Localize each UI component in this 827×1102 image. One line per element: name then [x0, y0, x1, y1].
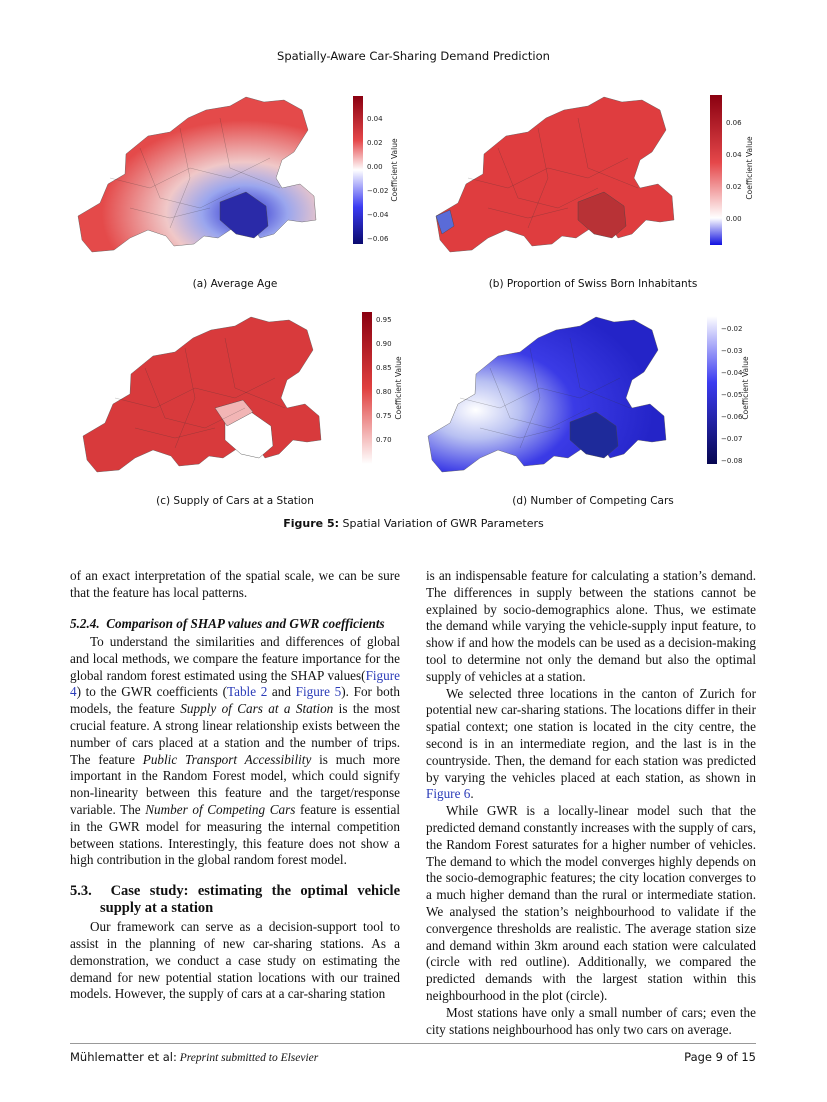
caption-a: (a) Average Age: [192, 278, 278, 290]
colorbar: [353, 96, 363, 244]
paragraph: [70, 634, 400, 869]
feature-name: Number of Competing Cars: [145, 802, 296, 818]
colorbar-tick: 0.95: [376, 316, 392, 324]
figure-caption: [0, 517, 827, 530]
text-run: To understand the similarities and differences of global and local methods, we compare the feature importance for the global random forest estimated using the SHAP values(: [70, 634, 400, 683]
colorbar-tick: 0.00: [726, 215, 742, 223]
paragraph: Most stations have only a small number of cars; even the city stations neighbourhood has only two cars on average.: [426, 1004, 756, 1037]
subsection-title: Comparison of SHAP values and GWR coefficients: [106, 615, 385, 631]
colorbar-tick: 0.00: [367, 163, 383, 171]
map-panel-b: [428, 88, 758, 263]
text-run: We selected three locations in the canton of Zurich for potential new car-sharing stations. The locations differ in their spatial context; one station is located in the city centre, the second is in an intermediate region, and the last is in the countryside. Then, the demand for each station was predicted by varying the vehicles placed at each station, as shown in: [426, 685, 756, 785]
colorbar-tick: −0.07: [721, 435, 743, 443]
switzerland-map: [83, 317, 321, 472]
left-column: [70, 568, 400, 1003]
colorbar: [707, 316, 717, 464]
text-run: ). For both models, the feature: [70, 684, 401, 717]
footer-journal: Preprint submitted to Elsevier: [179, 1052, 319, 1064]
switzerland-map: [428, 317, 666, 472]
figure-5-link[interactable]: Figure 5: [295, 684, 342, 700]
figure-caption-label: Figure 5:: [283, 517, 339, 530]
paragraph: [426, 686, 756, 804]
text-run: .: [470, 786, 474, 802]
colorbar-label: Coefficient Value: [745, 136, 754, 200]
colorbar-tick: −0.04: [721, 369, 743, 377]
colorbar-tick: 0.04: [726, 151, 742, 159]
feature-name: Public Transport Accessibility: [142, 751, 312, 767]
paragraph: Our framework can serve as a decision-support tool to assist in the planning of new car-sharing stations. As a demonstration, we conduct a case study on estimating the demand for new potential station locations with our trained models. However, the supply of cars at a car-sharing station: [70, 919, 400, 1002]
colorbar-tick: −0.02: [367, 187, 389, 195]
colorbar-label: Coefficient Value: [741, 356, 750, 420]
map-panel-a: [70, 88, 400, 263]
switzerland-map: [436, 97, 674, 252]
map-panel-d: [420, 308, 750, 483]
switzerland-map: [78, 97, 316, 252]
colorbar-label: Coefficient Value: [390, 138, 399, 202]
paragraph: of an exact interpretation of the spatial scale, we can be sure that the feature has local patterns.: [70, 568, 400, 600]
colorbar-label: Coefficient Value: [394, 356, 403, 420]
caption-c: (c) Supply of Cars at a Station: [156, 495, 314, 507]
map-panel-c: [75, 308, 405, 483]
running-title: Spatially-Aware Car-Sharing Demand Prediction: [277, 49, 550, 63]
figure-6-link[interactable]: Figure 6: [426, 786, 471, 802]
text-run: feature is essential in the GWR model for measuring the internal competition between stations. Interestingly, this feature does not show a high contribution in the global random forest model.: [70, 802, 400, 868]
colorbar-tick: 0.06: [726, 119, 742, 127]
colorbar-tick: 0.80: [376, 388, 392, 396]
colorbar-tick: −0.06: [367, 235, 389, 243]
colorbar-tick: −0.04: [367, 211, 389, 219]
colorbar-tick: 0.85: [376, 364, 392, 372]
colorbar: [362, 312, 372, 464]
colorbar-tick: 0.75: [376, 412, 392, 420]
colorbar-tick: −0.05: [721, 391, 743, 399]
colorbar-tick: −0.02: [721, 325, 743, 333]
colorbar-ticks: [376, 316, 392, 444]
table-2-link[interactable]: Table 2: [226, 684, 268, 700]
colorbar-tick: −0.06: [721, 413, 743, 421]
footer-rule: [70, 1043, 756, 1044]
text-run: and: [267, 684, 296, 700]
colorbar-tick: 0.70: [376, 436, 392, 444]
subsection-number: 5.2.4.: [70, 615, 100, 631]
subsection-heading: [70, 616, 400, 633]
figure-4-link[interactable]: Figure 4: [70, 667, 400, 700]
colorbar-ticks: [367, 115, 389, 243]
colorbar-tick: 0.02: [726, 183, 742, 191]
caption-d: (d) Number of Competing Cars: [512, 495, 674, 507]
section-heading: [70, 883, 400, 917]
text-run: ) to the GWR coefficients (: [76, 684, 227, 700]
colorbar-tick: 0.90: [376, 340, 392, 348]
caption-b: (b) Proportion of Swiss Born Inhabitants: [488, 278, 698, 290]
colorbar-ticks: [721, 325, 743, 465]
figure-caption-text: Spatial Variation of GWR Parameters: [339, 517, 544, 530]
colorbar-tick: −0.08: [721, 457, 743, 465]
paragraph: While GWR is a locally-linear model such that the predicted demand constantly increases with the supply of cars, the Random Forest saturates for a higher number of vehicles. The demand to which the model converges highly depends on the socio-demographic features; the city location converges to a much higher demand than the rural or intermediate station. We analysed the station’s neighbourhood to validate if the convergence thresholds are realistic. The average station size and demand within 3km around each station were calculated (circle with red outline). Additionally, we compared the predicted demands with the largest station within this neighbourhood in the plot (circle).: [426, 803, 756, 1003]
text-run: is much more important in the Random Forest model, which could signify non-linearity between this feature and the target/response variable. The: [70, 751, 400, 818]
colorbar: [710, 95, 722, 245]
colorbar-tick: 0.04: [367, 115, 383, 123]
colorbar-ticks: [726, 119, 742, 223]
text-run: is the most crucial feature. A strong linear relationship exists between the number of cars placed at a station and the number of trips. The feature: [70, 701, 400, 767]
section-number: 5.3.: [70, 883, 92, 900]
page-number: Page 9 of 15: [684, 1050, 756, 1064]
colorbar-tick: 0.02: [367, 139, 383, 147]
footer-left: [70, 1050, 318, 1064]
section-title: Case study: estimating the optimal vehicle supply at a station: [100, 883, 401, 917]
feature-name: Supply of Cars at a Station: [180, 701, 334, 717]
right-column: [426, 568, 756, 1038]
paragraph: is an indispensable feature for calculating a station’s demand. The differences in supply between the stations cannot be explained by socio-demographics alone. Thus, we estimate the demand while varying the vehicle-supply input feature, to show if and how the models can be used as a decision-making tool to determine not only the demand but also the optimal supply of vehicles at a station.: [426, 568, 756, 684]
footer-authors: Mühlematter et al:: [70, 1050, 177, 1064]
colorbar-tick: −0.03: [721, 347, 743, 355]
